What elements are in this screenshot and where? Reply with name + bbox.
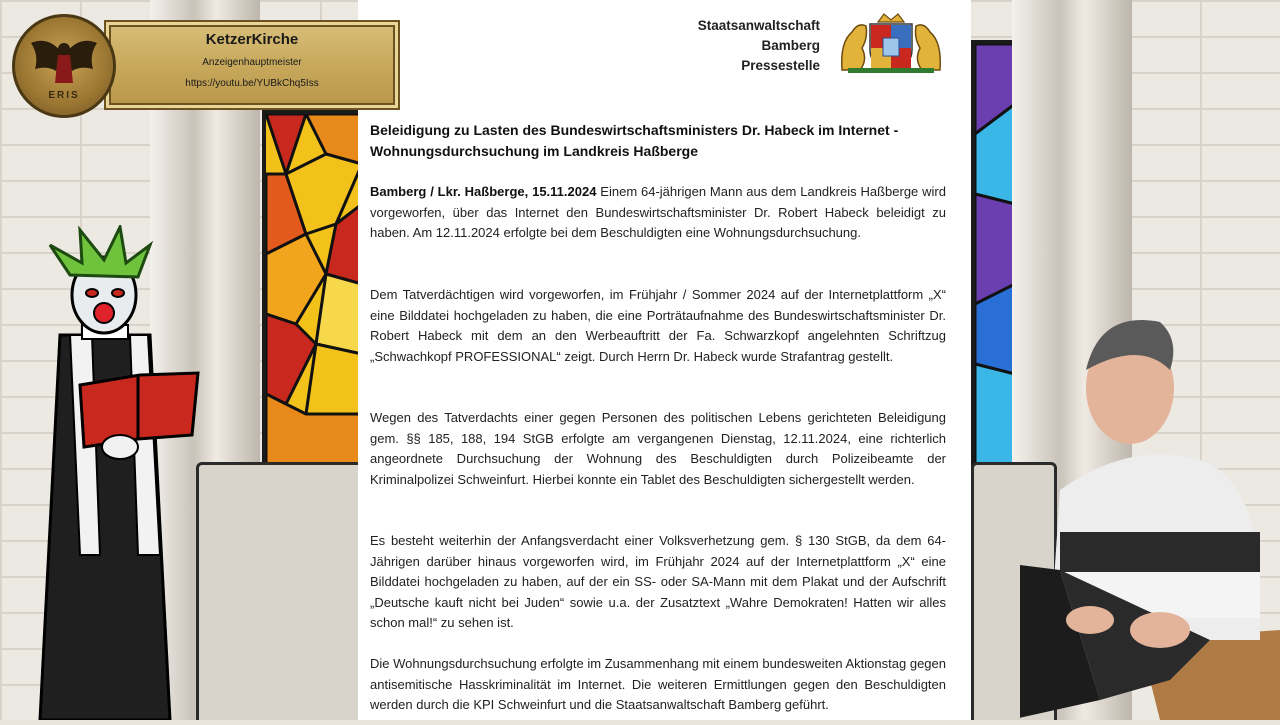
presenter-figure [1020,300,1280,720]
issuing-authority [658,16,820,76]
press-release-headline: Beleidigung zu Lasten des Bundeswirtschaftsministers Dr. Habeck im Internet - Wohnungsdurchsuchung im Landkreis Haßberge [370,122,899,159]
stained-glass-pattern-right [975,44,1015,464]
paragraph-1 [370,182,946,244]
channel-plate [104,20,400,110]
paragraph-5: Die Wohnungsdurchsuchung erfolgte im Zusammenhang mit einem bundesweiten Aktionstag gegen antisemitische Hasskriminalität im Internet. Die weiteren Ermittlungen gegen den Beschuldigten werden durch die KPI Schweinfurt und die Staatsanwaltschaft Bamberg geführt. [370,656,946,712]
jester-priest-illustration [20,225,210,720]
paragraph-1-text: Einem 64-jährigen Mann aus dem Landkreis Haßberge wird vorgeworfen, über das Internet den Bundeswirtschaftsminister Dr. Robert Habeck beleidigt zu haben. Am 12.11.2024 erfolgte bei dem Beschuldigten eine Wohnungsdurchsuchung. [370,184,946,240]
channel-name: KetzerKirche [205,31,299,48]
logo-text: ERIS [48,90,80,101]
org-line: Pressestelle [741,58,820,73]
paragraph-4: Es besteht weiterhin der Anfangsverdacht einer Volksverhetzung gem. § 130 StGB, da dem 64-Jährigen darüber hinaus vorgeworfen wird, im Frühjahr 2024 auf der Internetplattform „X“ eine Bilddatei hochgeladen zu haben, auf der ein SS- oder SA-Mann mit dem Plakat und der Aufschrift „Deutsche kauft nicht bei Juden“ sowie u.a. der Zusatztext „Wahre Demokraten! Hatten wir alles schon mal!“ zu sehen ist. [370,533,946,630]
stained-glass-pattern [266,114,362,464]
dateline: Bamberg / Lkr. Haßberge, 15.11.2024 [370,184,597,199]
paragraph-3: Wegen des Tatverdachts einer gegen Personen des politischen Lebens gerichteten Beleidigung gem. §§ 185, 188, 194 StGB erfolgte am vergangenen Dienstag, 12.11.2024, eine richterlich angeordnete Durchsuchung der Wohnung des Beschuldigten durch Polizeibeamte der Kriminalpolizei Schweinfurt. Hierbei konnte ein Tablet des Beschuldigten sichergestellt werden. [370,410,946,487]
left-pulpit [196,462,364,720]
org-line: Bamberg [761,38,820,53]
eris-winged-figure-icon [12,14,116,118]
video-url-link[interactable]: https://youtu.be/YUBkChq5Iss [185,78,319,89]
channel-overlay [12,14,400,114]
jester-priest-figure [20,225,210,720]
bavarian-coat-of-arms-icon [838,12,944,74]
presenter-illustration [1020,300,1280,720]
org-line: Staatsanwaltschaft [697,18,820,33]
paragraph-2: Dem Tatverdächtigen wird vorgeworfen, im Frühjahr / Sommer 2024 auf der Internetplattform „X“ eine Bilddatei hochgeladen zu haben, die eine Porträtaufnahme des Bundeswirtschaftsminister Dr. Robert Habeck mit dem an den Werbeauftritt der Fa. Schwarzkopf angelehnten Schriftzug „Schwachkopf PROFESSIONAL“ zeigt. Durch Herrn Dr. Habeck wurde Strafantrag gestellt. [370,287,946,364]
press-release-document [358,0,971,720]
channel-subtitle: Anzeigenhauptmeister [202,57,302,68]
left-stained-glass-window [262,110,366,468]
